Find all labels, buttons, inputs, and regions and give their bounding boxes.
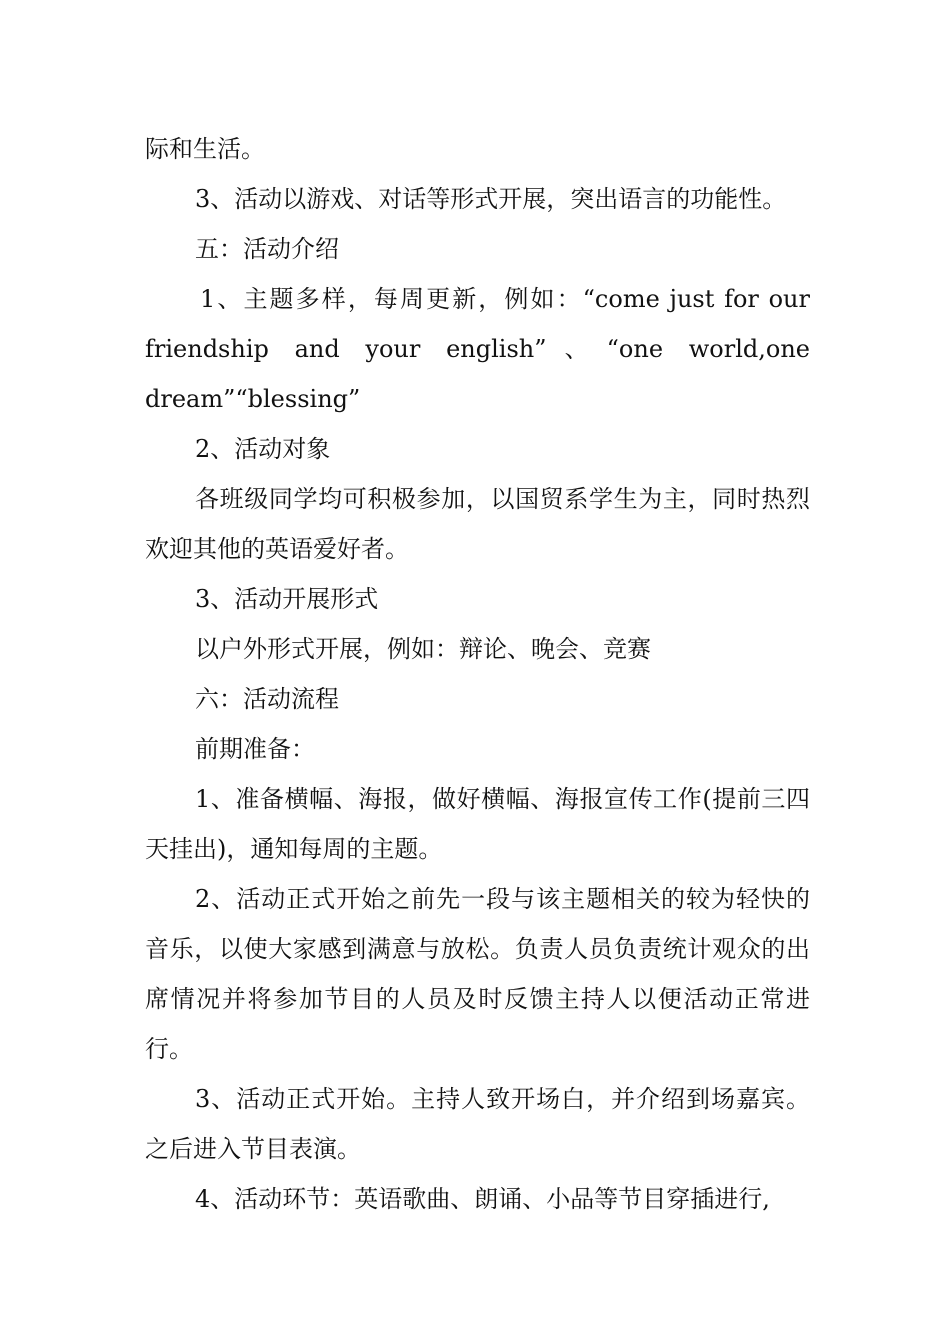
subheading: 3、活动开展形式 [195,585,379,613]
paragraph: 各班级同学均可积极参加，以国贸系学生为主，同时热烈欢迎其他的英语爱好者。 [145,485,810,563]
document-body [145,124,810,1224]
paragraph: 1、主题多样，每周更新，例如：“come just for our friendship and your english”、“one world,one dream”“blessing” [145,285,810,413]
paragraph: 3、活动正式开始。主持人致开场白，并介绍到场嘉宾。之后进入节目表演。 [145,1085,810,1163]
paragraph: 以户外形式开展，例如：辩论、晚会、竞赛 [195,635,651,663]
section-heading: 五：活动介绍 [195,235,339,263]
paragraph: 4、活动环节：英语歌曲、朗诵、小品等节目穿插进行, [195,1185,770,1213]
paragraph: 1、准备横幅、海报，做好横幅、海报宣传工作(提前三四天挂出)，通知每周的主题。 [145,785,810,863]
subheading: 前期准备： [195,735,315,763]
section-heading: 六：活动流程 [195,685,339,713]
subheading: 2、活动对象 [195,435,331,463]
paragraph: 际和生活。 [145,135,265,163]
paragraph: 2、活动正式开始之前先一段与该主题相关的较为轻快的音乐，以使大家感到满意与放松。负责人员负责统计观众的出席情况并将参加节目的人员及时反馈主持人以便活动正常进行。 [145,885,810,1063]
paragraph: 3、活动以游戏、对话等形式开展，突出语言的功能性。 [195,185,787,213]
